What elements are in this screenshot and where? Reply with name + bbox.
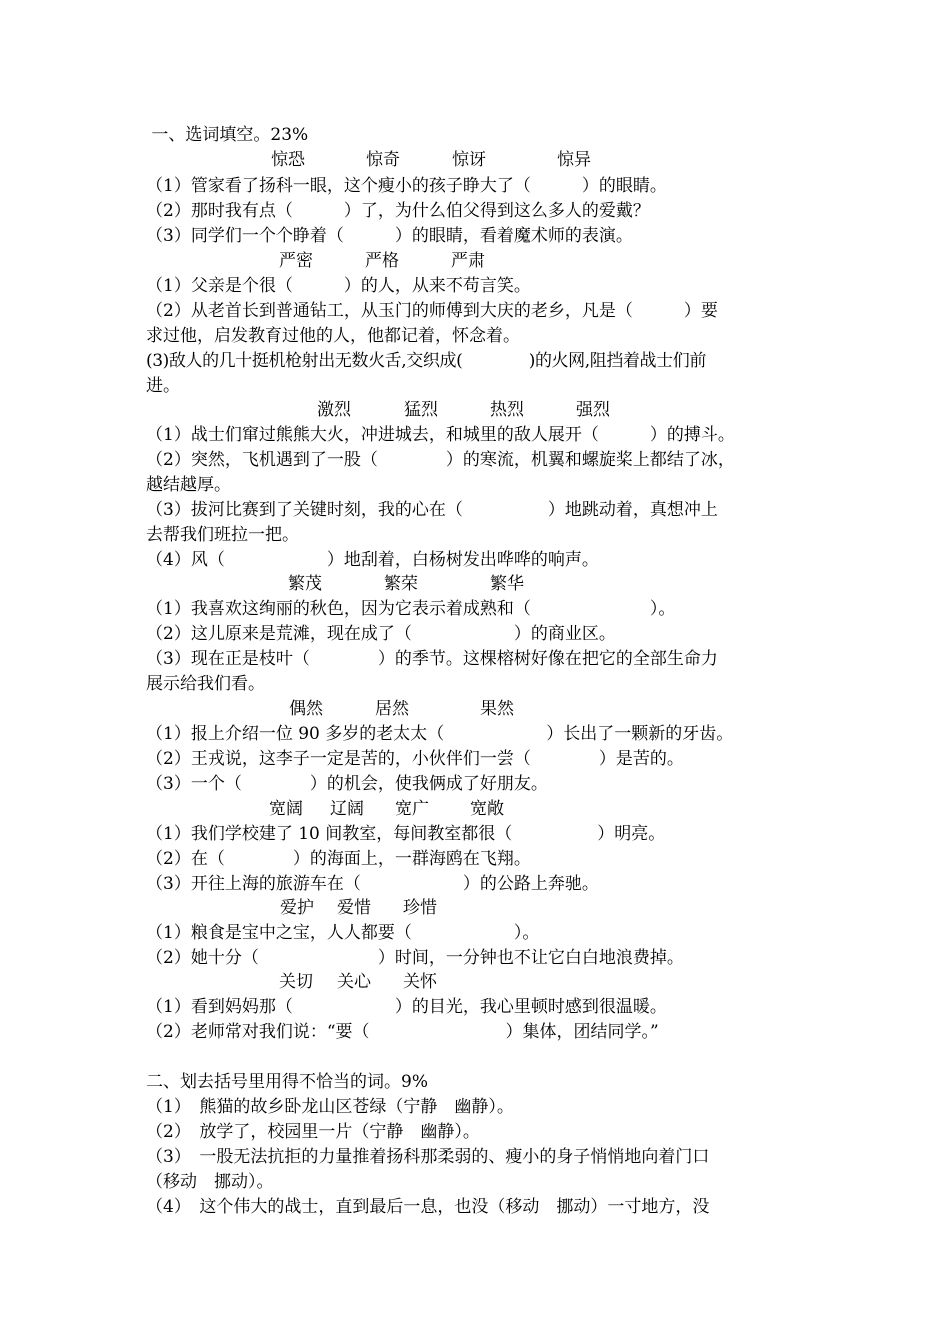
word-choice: 偶然 — [289, 699, 323, 719]
sentence-line: （2）那时我有点（ ）了，为什么伯父得到这么多人的爱戴？ — [146, 201, 650, 221]
word-choice: 惊异 — [557, 150, 591, 170]
sentence-line: （3）开往上海的旅游车在（ ）的公路上奔驰。 — [146, 874, 599, 894]
sentence-line: （3）拔河比赛到了关键时刻，我的心在（ ）地跳动着，真想冲上 — [146, 500, 718, 520]
sentence-line: （1）战士们窜过熊熊大火，冲进城去，和城里的敌人展开（ ）的搏斗。 — [146, 425, 735, 445]
word-choice: 猛烈 — [404, 400, 438, 420]
word-choice: 关切 — [279, 972, 313, 992]
sentence-line: （2）突然，飞机遇到了一股（ ）的寒流，机翼和螺旋桨上都结了冰， — [146, 450, 735, 470]
word-choice-row — [0, 896, 950, 921]
word-choice-row — [0, 797, 950, 822]
sentence-line: 求过他，启发教育过他的人，他都记着，怀念着。 — [146, 326, 520, 346]
word-choice: 果然 — [480, 699, 514, 719]
sentence-line: 展示给我们看。 — [146, 674, 265, 694]
word-choice-row — [0, 697, 950, 722]
sentence-line: （3）一个（ ）的机会，使我俩成了好朋友。 — [146, 774, 548, 794]
sentence-line: （2） 放学了，校园里一片（宁静 幽静）。 — [146, 1122, 480, 1142]
word-choice: 珍惜 — [403, 898, 437, 918]
word-choice: 宽敞 — [470, 799, 504, 819]
word-choice-row — [0, 249, 950, 274]
sentence-line: （4）风（ ）地刮着，白杨树发出哗哗的响声。 — [146, 550, 599, 570]
sentence-line: （2）这儿原来是荒滩，现在成了（ ）的商业区。 — [146, 624, 616, 644]
word-choice-row — [0, 148, 950, 173]
sentence-line: （3）同学们一个个睁着（ ）的眼睛，看着魔术师的表演。 — [146, 226, 633, 246]
sentence-line: （3）现在正是枝叶（ ）的季节。这棵榕树好像在把它的全部生命力 — [146, 649, 718, 669]
word-choice-row — [0, 398, 950, 423]
section1-title: 一、选词填空。23% — [146, 125, 309, 145]
word-choice: 惊讶 — [452, 150, 486, 170]
sentence-line: （2）从老首长到普通钻工，从玉门的师傅到大庆的老乡，凡是（ ）要 — [146, 301, 718, 321]
sentence-line: 越结越厚。 — [146, 475, 231, 495]
sentence-line: （3） 一股无法抗拒的力量推着扬科那柔弱的、瘦小的身子悄悄地向着门口 — [146, 1147, 710, 1167]
sentence-line: （1）父亲是个很（ ）的人，从来不苟言笑。 — [146, 276, 531, 296]
section2-title: 二、划去括号里用得不恰当的词。9% — [146, 1072, 428, 1092]
word-choice: 繁茂 — [288, 574, 322, 594]
word-choice-row — [0, 572, 950, 597]
sentence-line: （移动 挪动）。 — [146, 1172, 274, 1192]
sentence-line: （2）老师常对我们说：“要（ ）集体，团结同学。” — [146, 1022, 659, 1042]
word-choice: 严肃 — [451, 251, 485, 271]
word-choice: 爱护 — [280, 898, 314, 918]
word-choice: 热烈 — [490, 400, 524, 420]
word-choice: 爱惜 — [337, 898, 371, 918]
sentence-line: （1）管家看了扬科一眼，这个瘦小的孩子睁大了（ ）的眼睛。 — [146, 176, 667, 196]
sentence-line: （1）我们学校建了 10 间教室，每间教室都很（ ）明亮。 — [146, 824, 666, 844]
word-choice: 关怀 — [403, 972, 437, 992]
word-choice: 严密 — [279, 251, 313, 271]
sentence-line: 去帮我们班拉一把。 — [146, 525, 299, 545]
word-choice: 惊恐 — [271, 150, 305, 170]
word-choice-row — [0, 970, 950, 995]
word-choice: 关心 — [337, 972, 371, 992]
sentence-line: （1）粮食是宝中之宝，人人都要（ ）。 — [146, 923, 540, 943]
word-choice: 惊奇 — [366, 150, 400, 170]
word-choice: 激烈 — [317, 400, 351, 420]
sentence-line: （2）她十分（ ）时间，一分钟也不让它白白地浪费掉。 — [146, 948, 684, 968]
word-choice: 繁华 — [490, 574, 524, 594]
sentence-line: （1）我喜欢这绚丽的秋色，因为它表示着成熟和（ ）。 — [146, 599, 676, 619]
sentence-line: （1）看到妈妈那（ ）的目光，我心里顿时感到很温暖。 — [146, 997, 667, 1017]
sentence-line: （2）王戎说，这李子一定是苦的，小伙伴们一尝（ ）是苦的。 — [146, 749, 684, 769]
word-choice: 繁荣 — [384, 574, 418, 594]
sentence-line: （2）在（ ）的海面上，一群海鸥在飞翔。 — [146, 849, 531, 869]
word-choice: 居然 — [375, 699, 409, 719]
sentence-line: （4） 这个伟大的战士，直到最后一息，也没（移动 挪动）一寸地方，没 — [146, 1197, 710, 1217]
word-choice: 严格 — [365, 251, 399, 271]
word-choice: 宽广 — [395, 799, 429, 819]
sentence-line: （1） 熊猫的故乡卧龙山区苍绿（宁静 幽静）。 — [146, 1097, 514, 1117]
sentence-line: （1）报上介绍一位 90 多岁的老太太（ ）长出了一颗新的牙齿。 — [146, 724, 734, 744]
sentence-line: (3)敌人的几十挺机枪射出无数火舌,交织成( )的火网,阻挡着战士们前 — [146, 351, 706, 371]
word-choice: 强烈 — [576, 400, 610, 420]
word-choice: 宽阔 — [269, 799, 303, 819]
sentence-line: 进。 — [146, 376, 180, 396]
word-choice: 辽阔 — [330, 799, 364, 819]
